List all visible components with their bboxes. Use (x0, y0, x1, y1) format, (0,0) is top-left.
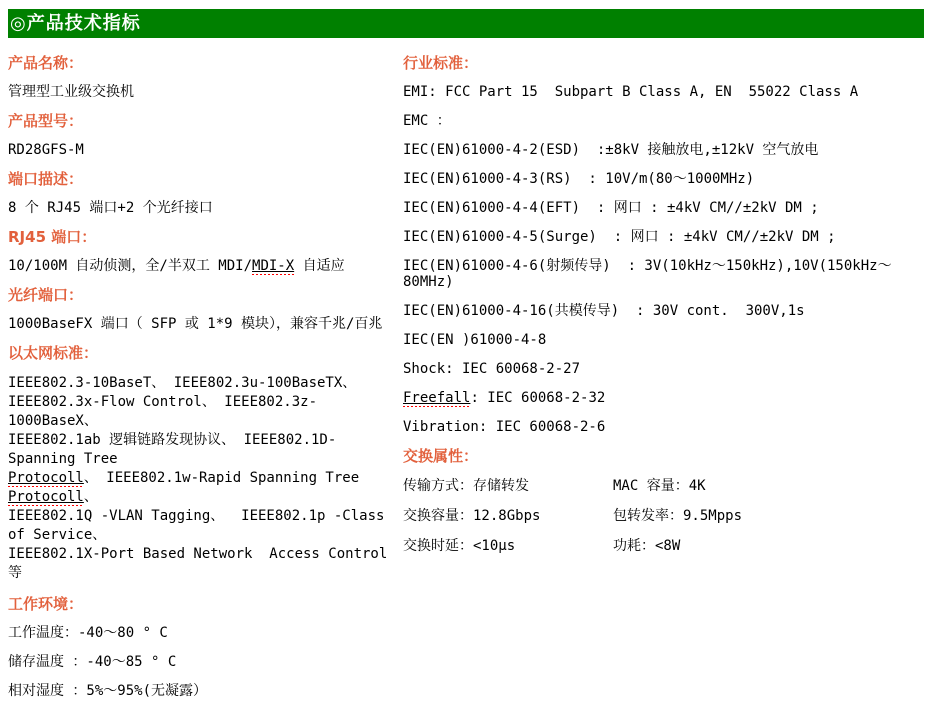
switch-properties-values (403, 478, 929, 554)
spec-text-line: IEEE802.3-10BaseT、 IEEE802.3u-100BaseTX、 (8, 375, 357, 391)
ethernet-standards-value (8, 374, 403, 583)
spec-text-line: IEC(EN )61000-4-8 (403, 332, 547, 348)
spec-pair-row (403, 538, 929, 554)
spec-text-line: Freefall: IEC 60068-2-32 (403, 390, 606, 406)
port-description-heading: 端口描述： (8, 170, 84, 188)
section-operating-environment (8, 596, 403, 699)
spec-text-line: IEEE802.1ab 逻辑链路发现协议、 IEEE802.1D-Spanning Tree (8, 432, 337, 467)
section-title-bar (8, 9, 924, 38)
spec-columns (0, 38, 939, 712)
spec-text-line: Vibration: IEC 60068-2-6 (403, 419, 606, 435)
rj45-port-heading: RJ45 端口： (8, 228, 97, 246)
spec-text-line: IEC(EN)61000-4-5(Surge) : 网口 : ±4kV CM//±2kV DM ; (403, 229, 836, 245)
spec-text-line: Shock: IEC 60068-2-27 (403, 361, 581, 377)
spec-text-line: IEC(EN)61000-4-2(ESD) :±8kV 接触放电,±12kV 空气放电 (403, 142, 819, 158)
spec-text-line: RD28GFS-M (8, 142, 84, 158)
spec-text-line: IEC(EN)61000-4-6(射频传导) : 3V(10kHz～150kHz),10V(150kHz～80MHz) (403, 258, 892, 290)
section-port-description (8, 171, 403, 216)
product-spec-page (0, 9, 939, 712)
spec-pair-row (403, 478, 929, 494)
section-product-name (8, 55, 403, 100)
spec-text-line: IEEE802.1X-Port Based Network Access Control 等 (8, 546, 396, 581)
ethernet-standards-heading: 以太网标准： (8, 344, 99, 362)
section-industry-standards (403, 55, 929, 435)
industry-standards-values (403, 84, 929, 435)
spec-text-line: IEEE802.3x-Flow Control、 IEEE802.3z-1000BaseX、 (8, 394, 318, 429)
fiber-port-heading: 光纤端口： (8, 286, 84, 304)
spec-text-line: IEC(EN)61000-4-4(EFT) : 网口 : ±4kV CM//±2kV DM ; (403, 200, 819, 216)
product-model-value (8, 142, 403, 158)
industry-standards-heading: 行业标准： (403, 54, 479, 72)
spec-text-line: EMI: FCC Part 15 Subpart B Class A, EN 55022 Class A (403, 84, 859, 100)
spec-pair-cell: MAC 容量：4K (613, 478, 706, 494)
spec-text-line: 储存温度 ：-40～85 ° C (8, 654, 177, 670)
section-fiber-port (8, 287, 403, 332)
product-name-heading: 产品名称： (8, 54, 84, 72)
right-column (403, 42, 939, 712)
section-rj45-port (8, 229, 403, 274)
product-name-value (8, 84, 403, 100)
operating-environment-values (8, 625, 403, 699)
spec-text-line: Protocoll、 IEEE802.1w-Rapid Spanning Tree Protocoll、 (8, 470, 368, 505)
spec-text-line: IEC(EN)61000-4-16(共模传导) : 30V cont. 300V,1s (403, 303, 805, 319)
spec-pair-row (403, 508, 929, 524)
rj45-port-value (8, 258, 403, 274)
section-product-model (8, 113, 403, 158)
product-model-heading: 产品型号： (8, 112, 84, 130)
spec-text-line: 工作温度：-40～80 ° C (8, 625, 168, 641)
spec-text-line: IEEE802.1Q -VLAN Tagging、 IEEE802.1p -Class of Service、 (8, 508, 393, 543)
spec-text-line: EMC ： (403, 113, 451, 129)
spec-text-line: 10/100M 自动侦测，全/半双工 MDI/MDI-X 自适应 (8, 258, 345, 274)
spec-text-line: 1000BaseFX 端口（ SFP 或 1*9 模块），兼容千兆/百兆 (8, 316, 383, 332)
spec-pair-cell: 传输方式：存储转发 (403, 478, 529, 494)
switch-properties-heading: 交换属性： (403, 447, 479, 465)
spec-pair-cell: 交换时延：<10μs (403, 538, 516, 554)
spec-pair-cell: 交换容量：12.8Gbps (403, 508, 541, 524)
section-switch-properties (403, 448, 929, 554)
page-title: 产品技术指标 (26, 13, 141, 34)
operating-environment-heading: 工作环境： (8, 595, 84, 613)
spec-pair-cell: 功耗：<8W (613, 538, 681, 554)
section-ethernet-standards (8, 345, 403, 583)
circle-bullet-icon: ◎ (10, 13, 27, 34)
spec-pair-cell: 包转发率：9.5Mpps (613, 508, 743, 524)
fiber-port-value (8, 316, 403, 332)
spec-text-line: 管理型工业级交换机 (8, 84, 134, 100)
left-column (8, 42, 403, 712)
port-description-value (8, 200, 403, 216)
spec-text-line: 8 个 RJ45 端口+2 个光纤接口 (8, 200, 213, 216)
spec-text-line: IEC(EN)61000-4-3(RS) : 10V/m(80～1000MHz) (403, 171, 755, 187)
spec-text-line: 相对湿度 ：5%～95%(无凝露） (8, 683, 208, 699)
